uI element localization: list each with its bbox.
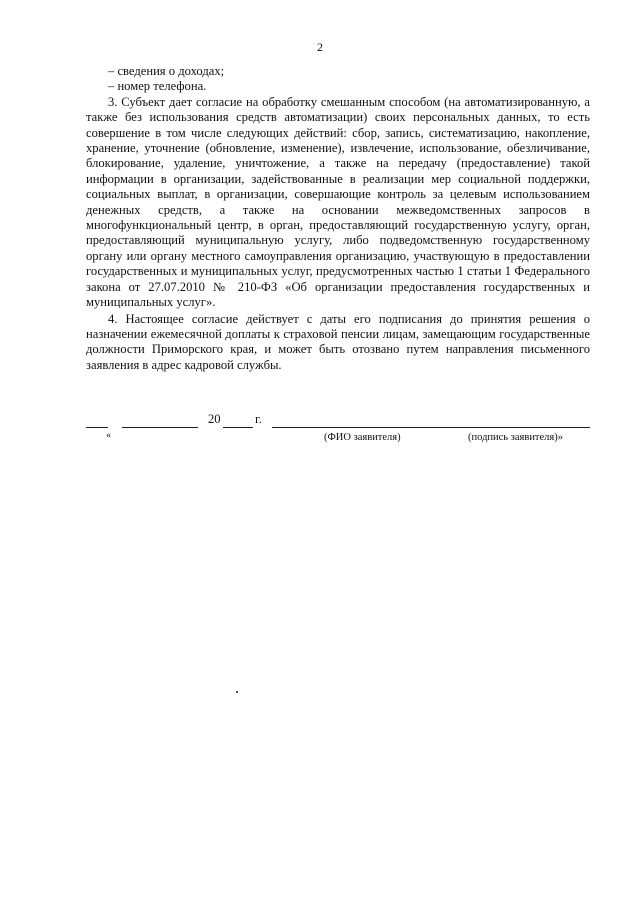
year-blank: [223, 414, 253, 428]
signature-block: [86, 412, 590, 452]
paragraph-4: 4. Настоящее согласие действует с даты его подписания до принятия решения о назначении ежемесячной доплаты к страховой пенсии лицам, замещающим государственные должности Приморского края, и может быть отозвано путем направления письменного заявления в адрес кадровой службы.: [86, 311, 590, 372]
page-number: 2: [317, 40, 323, 54]
list-item: – номер телефона.: [108, 79, 207, 94]
paragraph-3: 3. Субъект дает согласие на обработку смешанным способом (на автоматизированную, а также без использования средств автоматизации) своих персональных данных, то есть совершение в том числе следующих действий: сбор, запись, систематизацию, накопление, хранение, уточнение (обновление, изменение), извлечение, использование, обезличивание, блокирование, удаление, уничтожение, а также на передачу (предоставление) такой информации в организации, задействованные в реализации мер социальной поддержки, социальных выплат, в организации, совершающие контроль за целевым использованием денежных средств, а также на основании межведомственных запросов в многофункциональный центр, в орган, предоставляющий государственную услугу, орган, предоставляющий муниципальную услугу, либо подведомственную государственному органу или органу местного самоуправления организацию, участвующую в предоставлении государственных и муниципальных услуг, предусмотренных частью 1 статьи 1 Федерального закона от 27.07.2010 № 210-ФЗ «Об организации предоставления государственных и муниципальных услуг».: [86, 94, 590, 310]
fio-signature-line: [272, 414, 590, 428]
list-item: – сведения о доходах;: [108, 64, 225, 78]
fio-caption: (ФИО заявителя): [324, 432, 401, 443]
document-body: [86, 64, 590, 373]
scan-speck: [236, 691, 238, 693]
month-blank: [122, 414, 198, 428]
year-prefix: 20: [208, 412, 221, 426]
day-blank: [86, 414, 108, 428]
open-quote: «: [106, 430, 111, 441]
signature-caption: (подпись заявителя)»: [468, 432, 563, 443]
year-suffix: г.: [255, 412, 262, 426]
